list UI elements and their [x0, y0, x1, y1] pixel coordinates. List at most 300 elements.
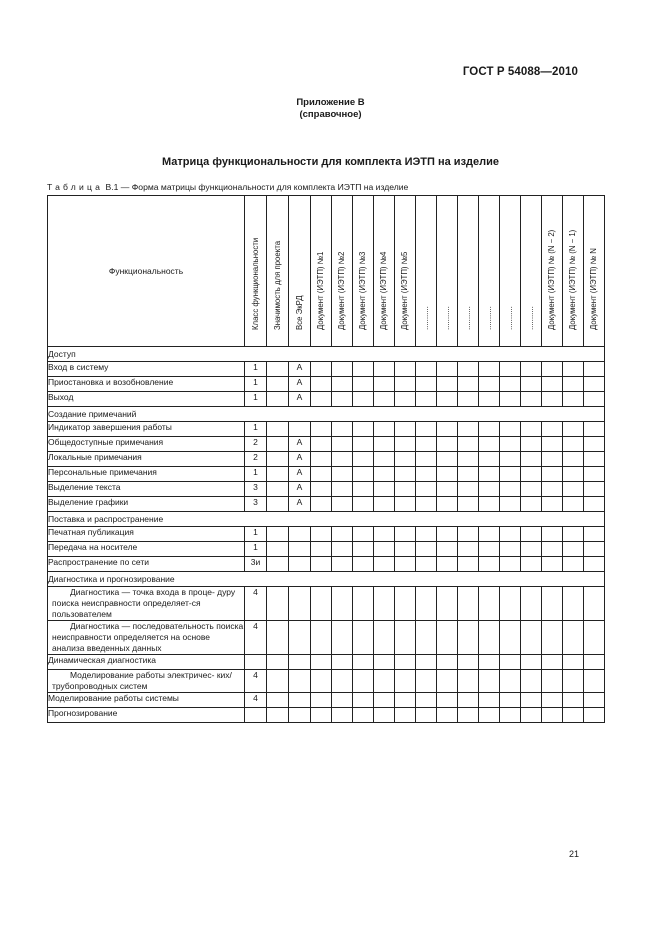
column-header — [416, 196, 437, 347]
all-ecrd-cell — [289, 670, 311, 693]
matrix-cell — [395, 557, 416, 572]
matrix-cell — [458, 437, 479, 452]
matrix-cell — [563, 527, 584, 542]
matrix-cell — [416, 527, 437, 542]
column-header-label: Все ЭкРД — [294, 295, 304, 330]
matrix-cell — [353, 482, 374, 497]
matrix-cell — [479, 437, 500, 452]
matrix-cell — [395, 482, 416, 497]
table-header-row — [48, 196, 605, 347]
matrix-cell — [437, 527, 458, 542]
matrix-cell — [458, 542, 479, 557]
matrix-cell — [416, 693, 437, 708]
class-cell: 1 — [245, 362, 267, 377]
matrix-cell — [267, 452, 289, 467]
matrix-cell — [353, 542, 374, 557]
matrix-cell — [311, 527, 332, 542]
section-label: Поставка и распространение — [48, 512, 605, 527]
matrix-cell — [458, 482, 479, 497]
matrix-cell — [479, 392, 500, 407]
matrix-cell — [542, 670, 563, 693]
matrix-cell — [479, 452, 500, 467]
matrix-cell — [311, 482, 332, 497]
functionality-label: Выделение текста — [48, 482, 245, 497]
matrix-cell — [584, 467, 605, 482]
functionality-label — [48, 621, 245, 655]
matrix-cell — [521, 557, 542, 572]
class-cell: 1 — [245, 422, 267, 437]
matrix-cell — [563, 467, 584, 482]
matrix-cell — [479, 693, 500, 708]
matrix-cell — [395, 693, 416, 708]
matrix-cell — [584, 497, 605, 512]
table-row — [48, 437, 605, 452]
matrix-cell — [458, 557, 479, 572]
column-header-label: ........... — [505, 306, 514, 330]
matrix-cell — [311, 557, 332, 572]
matrix-cell — [542, 557, 563, 572]
section-row — [48, 572, 605, 587]
matrix-cell — [353, 527, 374, 542]
functionality-label: Передача на носителе — [48, 542, 245, 557]
functionality-label: Вход в систему — [48, 362, 245, 377]
matrix-cell — [458, 708, 479, 723]
matrix-cell — [458, 527, 479, 542]
matrix-cell — [584, 482, 605, 497]
column-header-label: Документ (ИЭТП) № (N − 1) — [568, 229, 577, 330]
table-row — [48, 708, 605, 723]
matrix-cell — [332, 621, 353, 655]
matrix-cell — [437, 497, 458, 512]
matrix-cell — [353, 557, 374, 572]
table-caption-prefix: Таблица — [47, 182, 104, 192]
column-header-label: ........... — [421, 306, 430, 330]
matrix-cell — [332, 362, 353, 377]
class-cell: 1 — [245, 392, 267, 407]
matrix-cell — [584, 557, 605, 572]
matrix-cell — [311, 655, 332, 670]
matrix-cell — [500, 542, 521, 557]
class-cell — [245, 708, 267, 723]
matrix-cell — [267, 670, 289, 693]
matrix-cell — [332, 542, 353, 557]
matrix-cell — [437, 437, 458, 452]
all-ecrd-cell — [289, 708, 311, 723]
matrix-cell — [374, 467, 395, 482]
section-label: Диагностика и прогнозирование — [48, 572, 605, 587]
matrix-cell — [395, 708, 416, 723]
matrix-cell — [416, 542, 437, 557]
functionality-label: Распространение по сети — [48, 557, 245, 572]
matrix-cell — [584, 655, 605, 670]
matrix-cell — [584, 422, 605, 437]
column-header-label: ........... — [526, 306, 535, 330]
matrix-cell — [542, 527, 563, 542]
matrix-cell — [479, 497, 500, 512]
matrix-cell — [563, 670, 584, 693]
matrix-cell — [584, 452, 605, 467]
matrix-cell — [353, 377, 374, 392]
table-row — [48, 527, 605, 542]
functionality-label — [48, 670, 245, 693]
matrix-cell — [311, 708, 332, 723]
all-ecrd-cell: А — [289, 497, 311, 512]
matrix-cell — [416, 362, 437, 377]
table-row — [48, 693, 605, 708]
matrix-cell — [437, 670, 458, 693]
matrix-cell — [521, 542, 542, 557]
matrix-cell — [267, 527, 289, 542]
table-row — [48, 542, 605, 557]
matrix-cell — [584, 377, 605, 392]
matrix-cell — [332, 422, 353, 437]
matrix-cell — [353, 422, 374, 437]
matrix-cell — [374, 392, 395, 407]
matrix-cell — [584, 670, 605, 693]
matrix-cell — [395, 362, 416, 377]
matrix-cell — [500, 655, 521, 670]
matrix-cell — [416, 557, 437, 572]
all-ecrd-cell — [289, 693, 311, 708]
matrix-cell — [437, 482, 458, 497]
matrix-cell — [584, 693, 605, 708]
matrix-cell — [437, 708, 458, 723]
matrix-cell — [563, 377, 584, 392]
matrix-cell — [584, 392, 605, 407]
functionality-label-first: Диагностика — точка входа в проце- — [70, 587, 215, 597]
matrix-cell — [395, 670, 416, 693]
functionality-label: Приостановка и возобновление — [48, 377, 245, 392]
matrix-cell — [542, 437, 563, 452]
matrix-cell — [395, 392, 416, 407]
matrix-cell — [416, 482, 437, 497]
matrix-cell — [542, 693, 563, 708]
table-row — [48, 621, 605, 655]
column-header-label: Документ (ИЭТП) №1 — [316, 251, 325, 330]
matrix-cell — [542, 655, 563, 670]
table-caption-text: В.1 — Форма матрицы функциональности для комплекта ИЭТП на изделие — [103, 182, 409, 192]
matrix-cell — [584, 527, 605, 542]
matrix-cell — [311, 670, 332, 693]
functionality-label: Моделирование работы системы — [48, 693, 245, 708]
matrix-cell — [311, 693, 332, 708]
class-cell: 1 — [245, 542, 267, 557]
functionality-label-first: Моделирование работы электричес- — [70, 670, 215, 680]
matrix-cell — [500, 392, 521, 407]
functionality-label: Динамическая диагностика — [48, 655, 245, 670]
matrix-cell — [311, 467, 332, 482]
matrix-cell — [416, 392, 437, 407]
matrix-cell — [395, 527, 416, 542]
matrix-cell — [542, 587, 563, 621]
matrix-cell — [437, 621, 458, 655]
functionality-label: Локальные примечания — [48, 452, 245, 467]
table-row — [48, 362, 605, 377]
column-header-label: Класс функциональности — [250, 237, 260, 330]
matrix-cell — [353, 362, 374, 377]
matrix-cell — [584, 708, 605, 723]
matrix-cell — [521, 362, 542, 377]
table-caption — [47, 182, 408, 192]
matrix-cell — [437, 362, 458, 377]
matrix-title: Матрица функциональности для комплекта ИЭТП на изделие — [161, 156, 499, 168]
matrix-cell — [353, 497, 374, 512]
column-header-label: Документ (ИЭТП) № (N − 2) — [547, 229, 556, 330]
matrix-cell — [374, 422, 395, 437]
matrix-cell — [395, 587, 416, 621]
matrix-cell — [500, 362, 521, 377]
matrix-cell — [521, 437, 542, 452]
column-header — [311, 196, 332, 347]
matrix-cell — [542, 708, 563, 723]
matrix-cell — [542, 467, 563, 482]
matrix-cell — [479, 422, 500, 437]
table-row — [48, 422, 605, 437]
column-header-label: ........... — [484, 306, 493, 330]
matrix-cell — [416, 452, 437, 467]
matrix-cell — [521, 422, 542, 437]
matrix-cell — [374, 557, 395, 572]
matrix-cell — [458, 670, 479, 693]
table-row — [48, 482, 605, 497]
matrix-cell — [521, 708, 542, 723]
all-ecrd-cell — [289, 422, 311, 437]
matrix-cell — [500, 557, 521, 572]
matrix-cell — [416, 587, 437, 621]
matrix-cell — [563, 621, 584, 655]
matrix-cell — [479, 557, 500, 572]
column-header — [500, 196, 521, 347]
table-row — [48, 377, 605, 392]
matrix-cell — [521, 392, 542, 407]
class-cell: 4 — [245, 693, 267, 708]
functionality-label: Индикатор завершения работы — [48, 422, 245, 437]
matrix-cell — [353, 392, 374, 407]
matrix-cell — [374, 621, 395, 655]
matrix-cell — [416, 422, 437, 437]
matrix-cell — [267, 693, 289, 708]
matrix-cell — [353, 621, 374, 655]
matrix-cell — [416, 377, 437, 392]
matrix-cell — [458, 497, 479, 512]
column-header — [437, 196, 458, 347]
matrix-cell — [374, 377, 395, 392]
column-header-label: Документ (ИЭТП) №4 — [379, 251, 388, 330]
functionality-label: Печатная публикация — [48, 527, 245, 542]
class-cell: 2 — [245, 437, 267, 452]
matrix-cell — [311, 587, 332, 621]
matrix-cell — [311, 452, 332, 467]
matrix-cell — [500, 437, 521, 452]
all-ecrd-cell: А — [289, 437, 311, 452]
matrix-cell — [521, 497, 542, 512]
functionality-label-rest: поиска неисправности определяется на основе анализа введенных данных — [52, 621, 244, 653]
matrix-cell — [374, 587, 395, 621]
class-cell: 4 — [245, 621, 267, 655]
all-ecrd-cell: А — [289, 392, 311, 407]
all-ecrd-cell: А — [289, 467, 311, 482]
matrix-cell — [563, 557, 584, 572]
matrix-cell — [311, 621, 332, 655]
matrix-cell — [374, 670, 395, 693]
column-header — [479, 196, 500, 347]
matrix-cell — [374, 437, 395, 452]
matrix-cell — [500, 670, 521, 693]
functionality-header: Функциональность — [48, 196, 245, 347]
matrix-cell — [542, 482, 563, 497]
table-row — [48, 655, 605, 670]
matrix-cell — [353, 670, 374, 693]
matrix-cell — [395, 542, 416, 557]
class-cell: 1 — [245, 527, 267, 542]
column-header — [395, 196, 416, 347]
matrix-cell — [332, 557, 353, 572]
column-header — [289, 196, 311, 347]
column-header-label: ........... — [463, 306, 472, 330]
class-cell: 2 — [245, 452, 267, 467]
matrix-cell — [500, 452, 521, 467]
matrix-cell — [521, 693, 542, 708]
matrix-cell — [374, 452, 395, 467]
matrix-cell — [458, 693, 479, 708]
matrix-cell — [563, 708, 584, 723]
matrix-cell — [267, 497, 289, 512]
matrix-cell — [353, 437, 374, 452]
table-row — [48, 497, 605, 512]
matrix-cell — [563, 542, 584, 557]
all-ecrd-cell — [289, 621, 311, 655]
column-header — [563, 196, 584, 347]
matrix-cell — [437, 422, 458, 437]
matrix-cell — [521, 621, 542, 655]
section-label: Создание примечаний — [48, 407, 605, 422]
matrix-cell — [416, 708, 437, 723]
matrix-cell — [374, 708, 395, 723]
matrix-cell — [479, 527, 500, 542]
matrix-cell — [416, 497, 437, 512]
matrix-cell — [500, 422, 521, 437]
matrix-cell — [542, 377, 563, 392]
section-row — [48, 407, 605, 422]
matrix-cell — [479, 655, 500, 670]
column-header — [353, 196, 374, 347]
matrix-cell — [500, 527, 521, 542]
matrix-cell — [563, 422, 584, 437]
all-ecrd-cell: А — [289, 452, 311, 467]
column-header — [521, 196, 542, 347]
column-header — [584, 196, 605, 347]
matrix-cell — [395, 655, 416, 670]
column-header — [267, 196, 289, 347]
matrix-cell — [437, 542, 458, 557]
matrix-cell — [374, 482, 395, 497]
matrix-cell — [521, 587, 542, 621]
functionality-label-first: Диагностика — последовательность — [70, 621, 214, 631]
matrix-cell — [437, 377, 458, 392]
matrix-cell — [416, 670, 437, 693]
matrix-cell — [395, 377, 416, 392]
matrix-cell — [521, 452, 542, 467]
matrix-cell — [458, 362, 479, 377]
all-ecrd-cell — [289, 655, 311, 670]
matrix-cell — [374, 497, 395, 512]
matrix-cell — [332, 693, 353, 708]
column-header — [245, 196, 267, 347]
matrix-cell — [542, 497, 563, 512]
matrix-cell — [267, 422, 289, 437]
matrix-cell — [521, 467, 542, 482]
functionality-label: Выделение графики — [48, 497, 245, 512]
section-row — [48, 512, 605, 527]
matrix-cell — [458, 377, 479, 392]
matrix-cell — [332, 587, 353, 621]
matrix-cell — [311, 392, 332, 407]
matrix-cell — [479, 377, 500, 392]
column-header — [542, 196, 563, 347]
matrix-cell — [332, 437, 353, 452]
matrix-cell — [500, 708, 521, 723]
matrix-cell — [267, 482, 289, 497]
matrix-cell — [521, 527, 542, 542]
matrix-cell — [479, 467, 500, 482]
table-row — [48, 587, 605, 621]
matrix-cell — [332, 497, 353, 512]
matrix-cell — [458, 621, 479, 655]
functionality-label: Выход — [48, 392, 245, 407]
matrix-cell — [267, 587, 289, 621]
matrix-cell — [437, 467, 458, 482]
matrix-cell — [267, 377, 289, 392]
matrix-cell — [332, 670, 353, 693]
matrix-cell — [353, 467, 374, 482]
section-row — [48, 347, 605, 362]
class-cell: 4 — [245, 587, 267, 621]
functionality-label: Персональные примечания — [48, 467, 245, 482]
column-header-label: Значимость для проекта — [272, 240, 282, 330]
matrix-cell — [395, 452, 416, 467]
matrix-cell — [416, 467, 437, 482]
column-header — [332, 196, 353, 347]
matrix-cell — [353, 708, 374, 723]
matrix-cell — [311, 497, 332, 512]
matrix-cell — [458, 392, 479, 407]
matrix-cell — [353, 587, 374, 621]
matrix-cell — [500, 467, 521, 482]
matrix-cell — [479, 621, 500, 655]
column-header-label: Документ (ИЭТП) №5 — [400, 251, 409, 330]
matrix-cell — [332, 527, 353, 542]
functionality-label: Общедоступные примечания — [48, 437, 245, 452]
class-cell: 3 — [245, 497, 267, 512]
column-header-label: Документ (ИЭТП) № N — [589, 248, 598, 330]
functionality-label: Прогнозирование — [48, 708, 245, 723]
matrix-cell — [267, 557, 289, 572]
matrix-cell — [584, 362, 605, 377]
matrix-cell — [500, 377, 521, 392]
matrix-cell — [374, 362, 395, 377]
column-header-label: Документ (ИЭТП) №3 — [358, 251, 367, 330]
all-ecrd-cell: А — [289, 362, 311, 377]
matrix-cell — [332, 452, 353, 467]
matrix-cell — [374, 693, 395, 708]
matrix-cell — [332, 655, 353, 670]
matrix-cell — [374, 542, 395, 557]
matrix-cell — [563, 693, 584, 708]
matrix-cell — [374, 527, 395, 542]
functionality-label — [48, 587, 245, 621]
matrix-cell — [500, 482, 521, 497]
column-header-label: Документ (ИЭТП) №2 — [337, 251, 346, 330]
